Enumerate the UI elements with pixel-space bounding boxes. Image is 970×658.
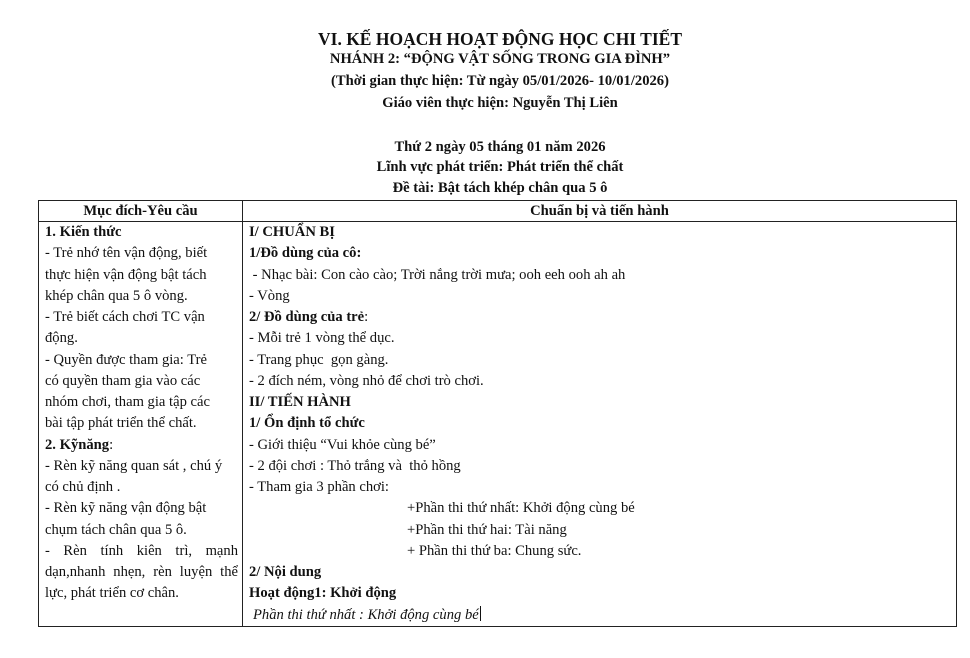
subsection-heading: 1/Đồ dùng của cô:: [249, 245, 362, 262]
text-line: thực hiện vận động bật tách: [45, 266, 207, 283]
text-line: - Quyền được tham gia: Trẻ: [45, 351, 207, 368]
subsection-heading: 2/ Nội dung: [249, 564, 322, 580]
text-line: + Phần thi thứ ba: Chung sức.: [407, 542, 582, 559]
text-line: - Mỗi trẻ 1 vòng thể dục.: [249, 330, 395, 347]
text-line: chụm tách chân qua 5 ô.: [45, 521, 187, 538]
text-line: - Rèn tính kiên trì, mạnh: [45, 542, 238, 559]
branch-title: NHÁNH 2: “ĐỘNG VẬT SỐNG TRONG GIA ĐÌNH”: [329, 51, 671, 67]
document-title: VI. KẾ HOẠCH HOẠT ĐỘNG HỌC CHI TIẾT: [318, 29, 682, 49]
text-line: - 2 đích ném, vòng nhỏ để chơi trò chơi.: [249, 372, 484, 389]
col-header-preparation: Chuẩn bị và tiến hành: [243, 201, 957, 222]
preparation-cell[interactable]: [243, 222, 957, 627]
text-line: - Trẻ nhớ tên vận động, biết: [45, 245, 208, 262]
text-line-editing[interactable]: [249, 605, 956, 626]
period-text: (Thời gian thực hiện: Từ ngày 05/01/2026- 10/01/2026): [331, 73, 669, 89]
text-line: động.: [45, 330, 78, 347]
section-heading: 1. Kiến thức: [45, 224, 122, 240]
text-line: - Trẻ biết cách chơi TC vận: [45, 309, 205, 325]
table-row: [39, 222, 957, 627]
text-line: +Phần thi thứ nhất: Khởi động cùng bé: [407, 500, 635, 517]
text-line: +Phần thi thứ hai: Tài năng: [407, 521, 567, 538]
colon: :: [109, 436, 114, 453]
text-cursor: [480, 606, 481, 621]
activity-heading: Hoạt động1: Khởi động: [249, 585, 397, 602]
section-heading: 2. Kỹnăng: [45, 436, 110, 453]
text-line: có quyền tham gia vào các: [45, 372, 201, 389]
field-text: Lĩnh vực phát triển: Phát triển thể chất: [376, 159, 624, 175]
section-heading: II/ TIẾN HÀNH: [249, 394, 351, 410]
text-line: - Rèn kỹ năng quan sát , chú ý: [45, 457, 223, 474]
subsection-heading: 2/ Đồ dùng của trẻ: [249, 309, 365, 325]
date-text: Thứ 2 ngày 05 tháng 01 năm 2026: [394, 139, 606, 155]
teacher-text: Giáo viên thực hiện: Nguyễn Thị Liên: [382, 95, 618, 111]
subsection-heading: 1/ Ổn định tổ chức: [249, 415, 365, 432]
text-line: có chủ định .: [45, 479, 121, 495]
text-line: - Giới thiệu “Vui khỏe cùng bé”: [249, 436, 436, 453]
italic-text: Phần thi thứ nhất : Khởi động cùng bé: [253, 606, 479, 623]
plan-table: [38, 200, 957, 627]
section-heading-line: [45, 435, 242, 456]
topic-text: Đề tài: Bật tách khép chân qua 5 ô: [392, 180, 608, 196]
text-line: - Nhạc bài: Con cào cào; Trời nắng trời mưa; ooh eeh ooh ah ah: [249, 266, 626, 283]
text-line: nhóm chơi, tham gia tập các: [45, 394, 210, 410]
colon: :: [364, 309, 369, 325]
text-line: - Vòng: [249, 287, 290, 304]
table-header-row: [39, 201, 957, 222]
text-line: dạn,nhanh nhẹn, rèn luyện thể: [45, 564, 238, 580]
text-line: bài tập phát triển thể chất.: [45, 415, 197, 432]
text-line: - Rèn kỹ năng vận động bật: [45, 500, 207, 517]
text-line: - 2 đội chơi : Thỏ trắng và thỏ hồng: [249, 457, 461, 474]
section-heading: I/ CHUẨN BỊ: [249, 224, 335, 240]
text-line: - Trang phục gọn gàng.: [249, 351, 389, 368]
subsection-heading-line: [249, 307, 956, 328]
objectives-cell[interactable]: [39, 222, 243, 627]
text-line: khép chân qua 5 ô vòng.: [45, 287, 188, 304]
col-header-objectives: Mục đích-Yêu cầu: [39, 201, 243, 222]
text-line: lực, phát triển cơ chân.: [45, 585, 179, 602]
text-line: - Tham gia 3 phần chơi:: [249, 479, 389, 495]
